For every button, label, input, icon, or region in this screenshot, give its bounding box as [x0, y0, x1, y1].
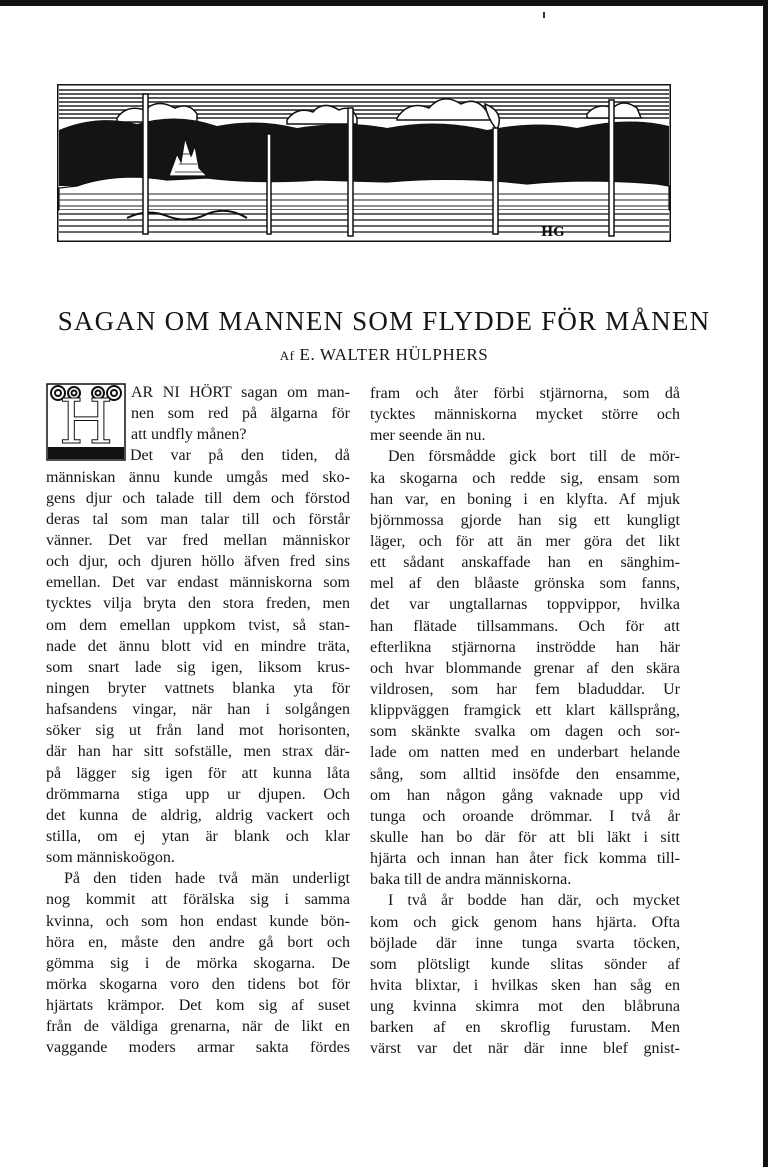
text-line: där han har sitt sofställe, men strax där- [46, 743, 350, 761]
text-line: nog kommit att förälska sig i samma [46, 891, 350, 909]
text-line: nen som red på älgarna för [131, 405, 350, 423]
text-line: björnmossa gjorde han sig ett kungligt [370, 511, 680, 529]
byline-author: E. WALTER HÜLPHERS [299, 345, 489, 364]
text-line: nade det ännu blott vid en mindre träta, [46, 637, 350, 655]
text-line: höra en, måste den andre gå bort och [46, 933, 350, 951]
text-line: hjärtats krämpor. Det kom sig af suset [46, 997, 350, 1015]
text-line: lade om natten med en underbart helande [370, 744, 680, 762]
text-line: ka skogarna och redde sig, ensam som [370, 469, 680, 487]
text-line: Den försmådde gick bort till de mör- [388, 448, 680, 466]
text-line: AR NI HÖRT sagan om man- [131, 384, 350, 401]
text-line: barken af en skroflig furustam. Men [370, 1019, 680, 1037]
text-line: mer seende än nu. [370, 427, 486, 445]
text-line: hvita blixtar, i hvilkas sken han såg en [370, 976, 680, 994]
text-line: kom och gick genom hans hjärta. Ofta [370, 913, 680, 931]
text-line: om han någon gång vaknade upp vid [370, 786, 680, 804]
text-line: vaggande moders armar sakta fördes [46, 1039, 350, 1057]
drop-cap-letter: H [58, 385, 114, 458]
text-line: som snart lade sig igen, liksom krus- [46, 658, 350, 676]
text-line: vildrosen, som har fem bladuddar. Ur [370, 680, 680, 698]
text-line: tunga och oroande drömmar. I två år [370, 807, 680, 825]
byline-prefix: Af [279, 348, 295, 363]
text-line: från de väldiga grenarna, när de likt en [46, 1018, 350, 1036]
text-line: kvinna, och som hon endast kunde bön- [46, 912, 350, 930]
text-line: vänner. Det var fred mellan människor [46, 531, 350, 549]
text-line: ningen bryter vattnets blanka yta för [46, 679, 350, 697]
text-line: klippväggen framgick ett klart källsprång, [370, 702, 680, 720]
text-line: han var, en boning i en klyfta. Af mjuk [370, 490, 680, 508]
text-line: sång, som alltid insöfde den ensamme, [370, 765, 680, 783]
text-line: emellan. Det var endast människorna som [46, 574, 350, 592]
text-line: mel af den blåaste grönska som fanns, [370, 575, 680, 593]
text-line: ett sådant anskaffade han en sänghim- [370, 554, 680, 572]
text-line: drömmarna stiga upp ur djupen. Och [46, 785, 350, 803]
page-border-right [763, 0, 768, 1167]
text-line: skulle han bo där för att bli läkt i sitt [370, 828, 680, 846]
text-line: människan ännu kunde umgås med sko- [46, 468, 350, 486]
text-line: som plötsligt kunde slitas sönder af [370, 955, 680, 973]
text-line: stilla, om ej ytan är blank och klar [46, 827, 350, 845]
text-line: ung kvinna skimra mot den blåbruna [370, 998, 680, 1016]
text-line: söker sig ut från land mot horisonten, [46, 722, 350, 740]
text-line: och djur, och djuren höllo äfven fred sins [46, 553, 350, 571]
illustration-monogram: HG [541, 225, 565, 240]
header-illustration [57, 84, 671, 242]
text-line: han flätade tillsammans. Och för att [370, 617, 680, 635]
article-title: SAGAN OM MANNEN SOM FLYDDE FÖR MÅNEN [57, 306, 711, 336]
text-line: deras tal som man talar till och förstår [46, 510, 350, 528]
text-line: böjlade där inne tunga svarta töcken, [370, 934, 680, 952]
text-line: på lägger sig igen för att kunna låta [46, 764, 350, 782]
text-line: det kunna de aldrig, aldrig vackert och [46, 806, 350, 824]
text-line: I två år bodde han där, och mycket [388, 892, 680, 910]
page-border-top [0, 0, 768, 6]
text-line: baka till de andra människorna. [370, 871, 572, 889]
print-speck [543, 12, 545, 18]
text-line: läger, och för att än mer göra det likt [370, 532, 680, 550]
text-line: det var ungtallarnas toppvippor, hvilka [370, 596, 680, 614]
text-line: tycktes människorna mycket större och [370, 406, 680, 424]
text-line: och hvar blommande grenar af den skära [370, 659, 680, 677]
text-line: tycktes vilja bryta den stora freden, men [46, 595, 350, 613]
text-line: mörka skogarna voro den tidens bot för [46, 975, 350, 993]
text-line: att undfly månen? [131, 426, 247, 444]
text-line: På den tiden hade två män underligt [64, 870, 350, 888]
text-line: värst var det när där inne blef gnist- [370, 1040, 680, 1058]
text-line: som människoögon. [46, 849, 175, 867]
right-text-column [370, 383, 680, 1060]
landscape-woodcut-image [57, 84, 671, 242]
article-byline [0, 344, 768, 367]
text-line: hafsandens vingar, när han i solgången [46, 701, 350, 719]
left-text-column [46, 382, 350, 1059]
text-line: som skänkte svalka om dagen och sor- [370, 723, 680, 741]
text-line: Det var på den tiden, då [130, 447, 350, 465]
text-line: om dem emellan uppkom tvist, så stan- [46, 616, 350, 634]
text-line: gömma sig i de mörka skogarna. De [46, 954, 350, 972]
text-line: efterlikna stjärnorna inströdde han här [370, 638, 680, 656]
text-line: gens djur och talade till dem och förstod [46, 489, 350, 507]
text-line: hjärta och innan han åter fick komma till- [370, 850, 680, 868]
text-line: fram och åter förbi stjärnorna, som då [370, 385, 680, 402]
